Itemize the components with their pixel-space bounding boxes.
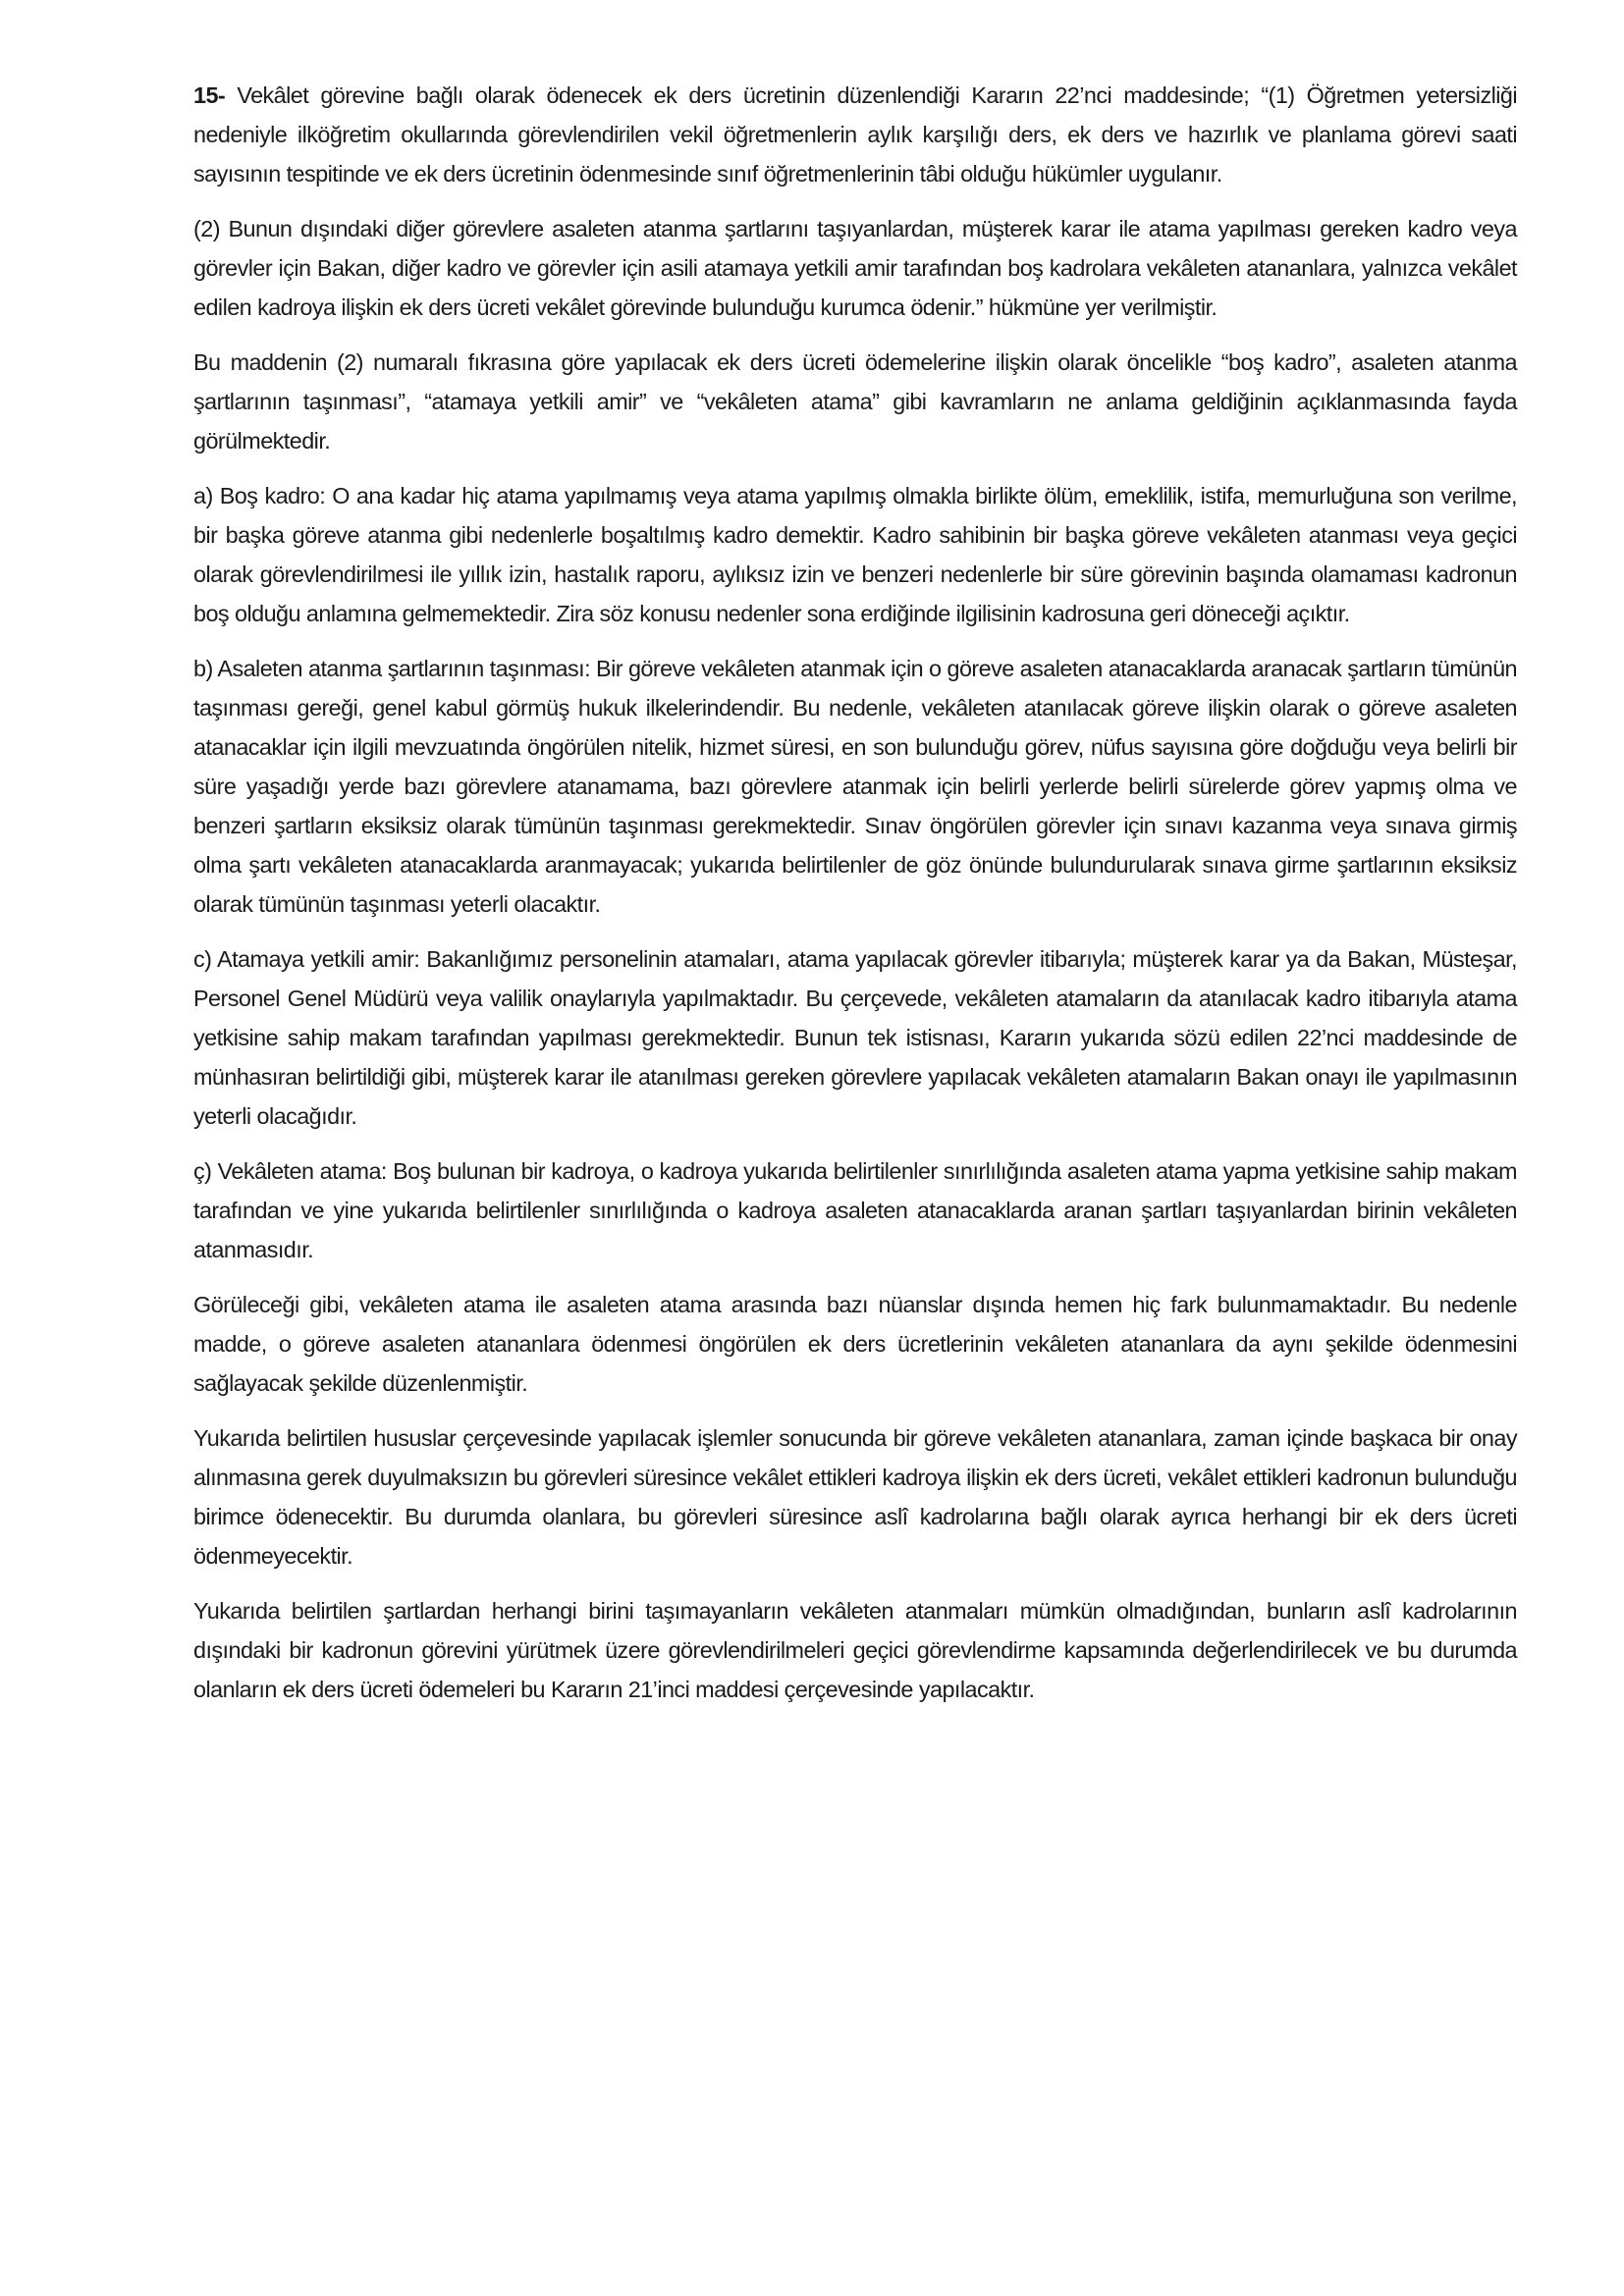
paragraph-text: Vekâlet görevine bağlı olarak ödenecek ek ders ücretinin düzenlendiği Kararın 22’nci maddesinde; “(1) Öğretmen yetersizliği nedeniyle ilköğretim okullarında görevlendirilen vekil öğretmenlerin aylık karşılığı ders, ek ders ve hazırlık ve planlama görevi saati sayısının tespitinde ve ek ders ücretinin ödenmesinde sınıf öğretmenlerinin tâbi olduğu hükümler uygulanır. <box>193 82 1517 187</box>
paragraph-comparison: Görüleceği gibi, vekâleten atama ile asaleten atama arasında bazı nüanslar dışında hemen hiç fark bulunmamaktadır. Bu nedenle madde, o göreve asaleten atananlara ödenmesi öngörülen ek ders ücretlerinin vekâleten atananlara da aynı şekilde ödenmesini sağlayacak şekilde düzenlenmiştir. <box>193 1292 1517 1396</box>
paragraph-a-bos-kadro: a) Boş kadro: O ana kadar hiç atama yapılmamış veya atama yapılmış olmakla birlikte ölüm, emeklilik, istifa, memurluğuna son verilme, bir başka göreve atanma gibi nedenlerle boşaltılmış kadro demektir. Kadro sahibinin bir başka göreve vekâleten atanması veya geçici olarak görevlendirilmesi ile yıllık izin, hastalık raporu, aylıksız izin ve benzeri nedenlerle bir süre görevinin başında olamaması kadronun boş olduğu anlamına gelmemektedir. Zira söz konusu nedenler sona erdiğinde ilgilisinin kadrosuna geri döneceği açıktır. <box>193 483 1517 626</box>
paragraph-cc-vekaleten-atama: ç) Vekâleten atama: Boş bulunan bir kadroya, o kadroya yukarıda belirtilenler sınırlılığında asaleten atama yapma yetkisine sahip makam tarafından ve yine yukarıda belirtilenler sınırlılığında o kadroya asaleten atanacaklarda aranan şartları taşıyanlardan birinin vekâleten atanmasıdır. <box>193 1158 1517 1262</box>
article-number: 15- <box>193 82 226 108</box>
paragraph-payment-rule: Yukarıda belirtilen hususlar çerçevesinde yapılacak işlemler sonucunda bir göreve vekâleten atananlara, zaman içinde başkaca bir onay alınmasına gerek duyulmaksızın bu görevleri süresince vekâlet ettikleri kadroya ilişkin ek ders ücreti, vekâlet ettikleri kadronun bulunduğu birimce ödenecektir. Bu durumda olanlara, bu görevleri süresince aslî kadrolarına bağlı olarak ayrıca herhangi bir ek ders ücreti ödenmeyecektir. <box>193 1425 1517 1569</box>
paragraph-clause-2: (2) Bunun dışındaki diğer görevlere asaleten atanma şartlarını taşıyanlardan, müşterek karar ile atama yapılması gereken kadro veya görevler için Bakan, diğer kadro ve görevler için asili atamaya yetkili amir tarafından boş kadrolara vekâleten atananlara, yalnızca vekâlet edilen kadroya ilişkin ek ders ücreti vekâlet görevinde bulunduğu kurumca ödenir.” hükmüne yer verilmiştir. <box>193 216 1517 320</box>
paragraph-article-15 <box>193 76 1517 193</box>
paragraph-b-asaleten-atanma: b) Asaleten atanma şartlarının taşınması: Bir göreve vekâleten atanmak için o göreve asaleten atanacaklarda aranacak şartların tümünün taşınması gereği, genel kabul görmüş hukuk ilkelerindendir. Bu nedenle, vekâleten atanılacak göreve ilişkin olarak o göreve asaleten atanacaklar için ilgili mevzuatında öngörülen nitelik, hizmet süresi, en son bulunduğu görev, nüfus sayısına göre doğduğu veya belirli bir süre yaşadığı yerde bazı görevlere atanamama, bazı görevlere atanmak için belirli yerlerde belirli sürelerde görev yapmış olma ve benzeri şartların eksiksiz olarak tümünün taşınması gerekmektedir. Sınav öngörülen görevler için sınavı kazanma veya sınava girmiş olma şartı vekâleten atanacaklarda aranmayacak; yukarıda belirtilenler de göz önünde bulundurularak sınava girme şartlarının eksiksiz olarak tümünün taşınması yeterli olacaktır. <box>193 656 1517 917</box>
paragraph-intro-concepts: Bu maddenin (2) numaralı fıkrasına göre yapılacak ek ders ücreti ödemelerine ilişkin olarak öncelikle “boş kadro”, asaleten atanma şartlarının taşınması”, “atamaya yetkili amir” ve “vekâleten atama” gibi kavramların ne anlama geldiğinin açıklanmasında fayda görülmektedir. <box>193 349 1517 454</box>
paragraph-c-atamaya-yetkili-amir: c) Atamaya yetkili amir: Bakanlığımız personelinin atamaları, atama yapılacak görevler itibarıyla; müşterek karar ya da Bakan, Müsteşar, Personel Genel Müdürü veya valilik onaylarıyla yapılmaktadır. Bu çerçevede, vekâleten atamaların da atanılacak kadro itibarıyla atama yetkisine sahip makam tarafından yapılması gerekmektedir. Bunun tek istisnası, Kararın yukarıda sözü edilen 22’nci maddesinde de münhasıran belirtildiği gibi, müşterek karar ile atanılması gereken görevlere yapılacak vekâleten atamaların Bakan onayı ile yapılmasının yeterli olacağıdır. <box>193 946 1517 1129</box>
paragraph-temporary-assignment: Yukarıda belirtilen şartlardan herhangi birini taşımayanların vekâleten atanmaları mümkün olmadığından, bunların aslî kadrolarının dışındaki bir kadronun görevini yürütmek üzere görevlendirilmeleri geçici görevlendirme kapsamında değerlendirilecek ve bu durumda olanların ek ders ücreti ödemeleri bu Kararın 21’inci maddesi çerçevesinde yapılacaktır. <box>193 1598 1517 1702</box>
document-page <box>193 76 1517 1725</box>
